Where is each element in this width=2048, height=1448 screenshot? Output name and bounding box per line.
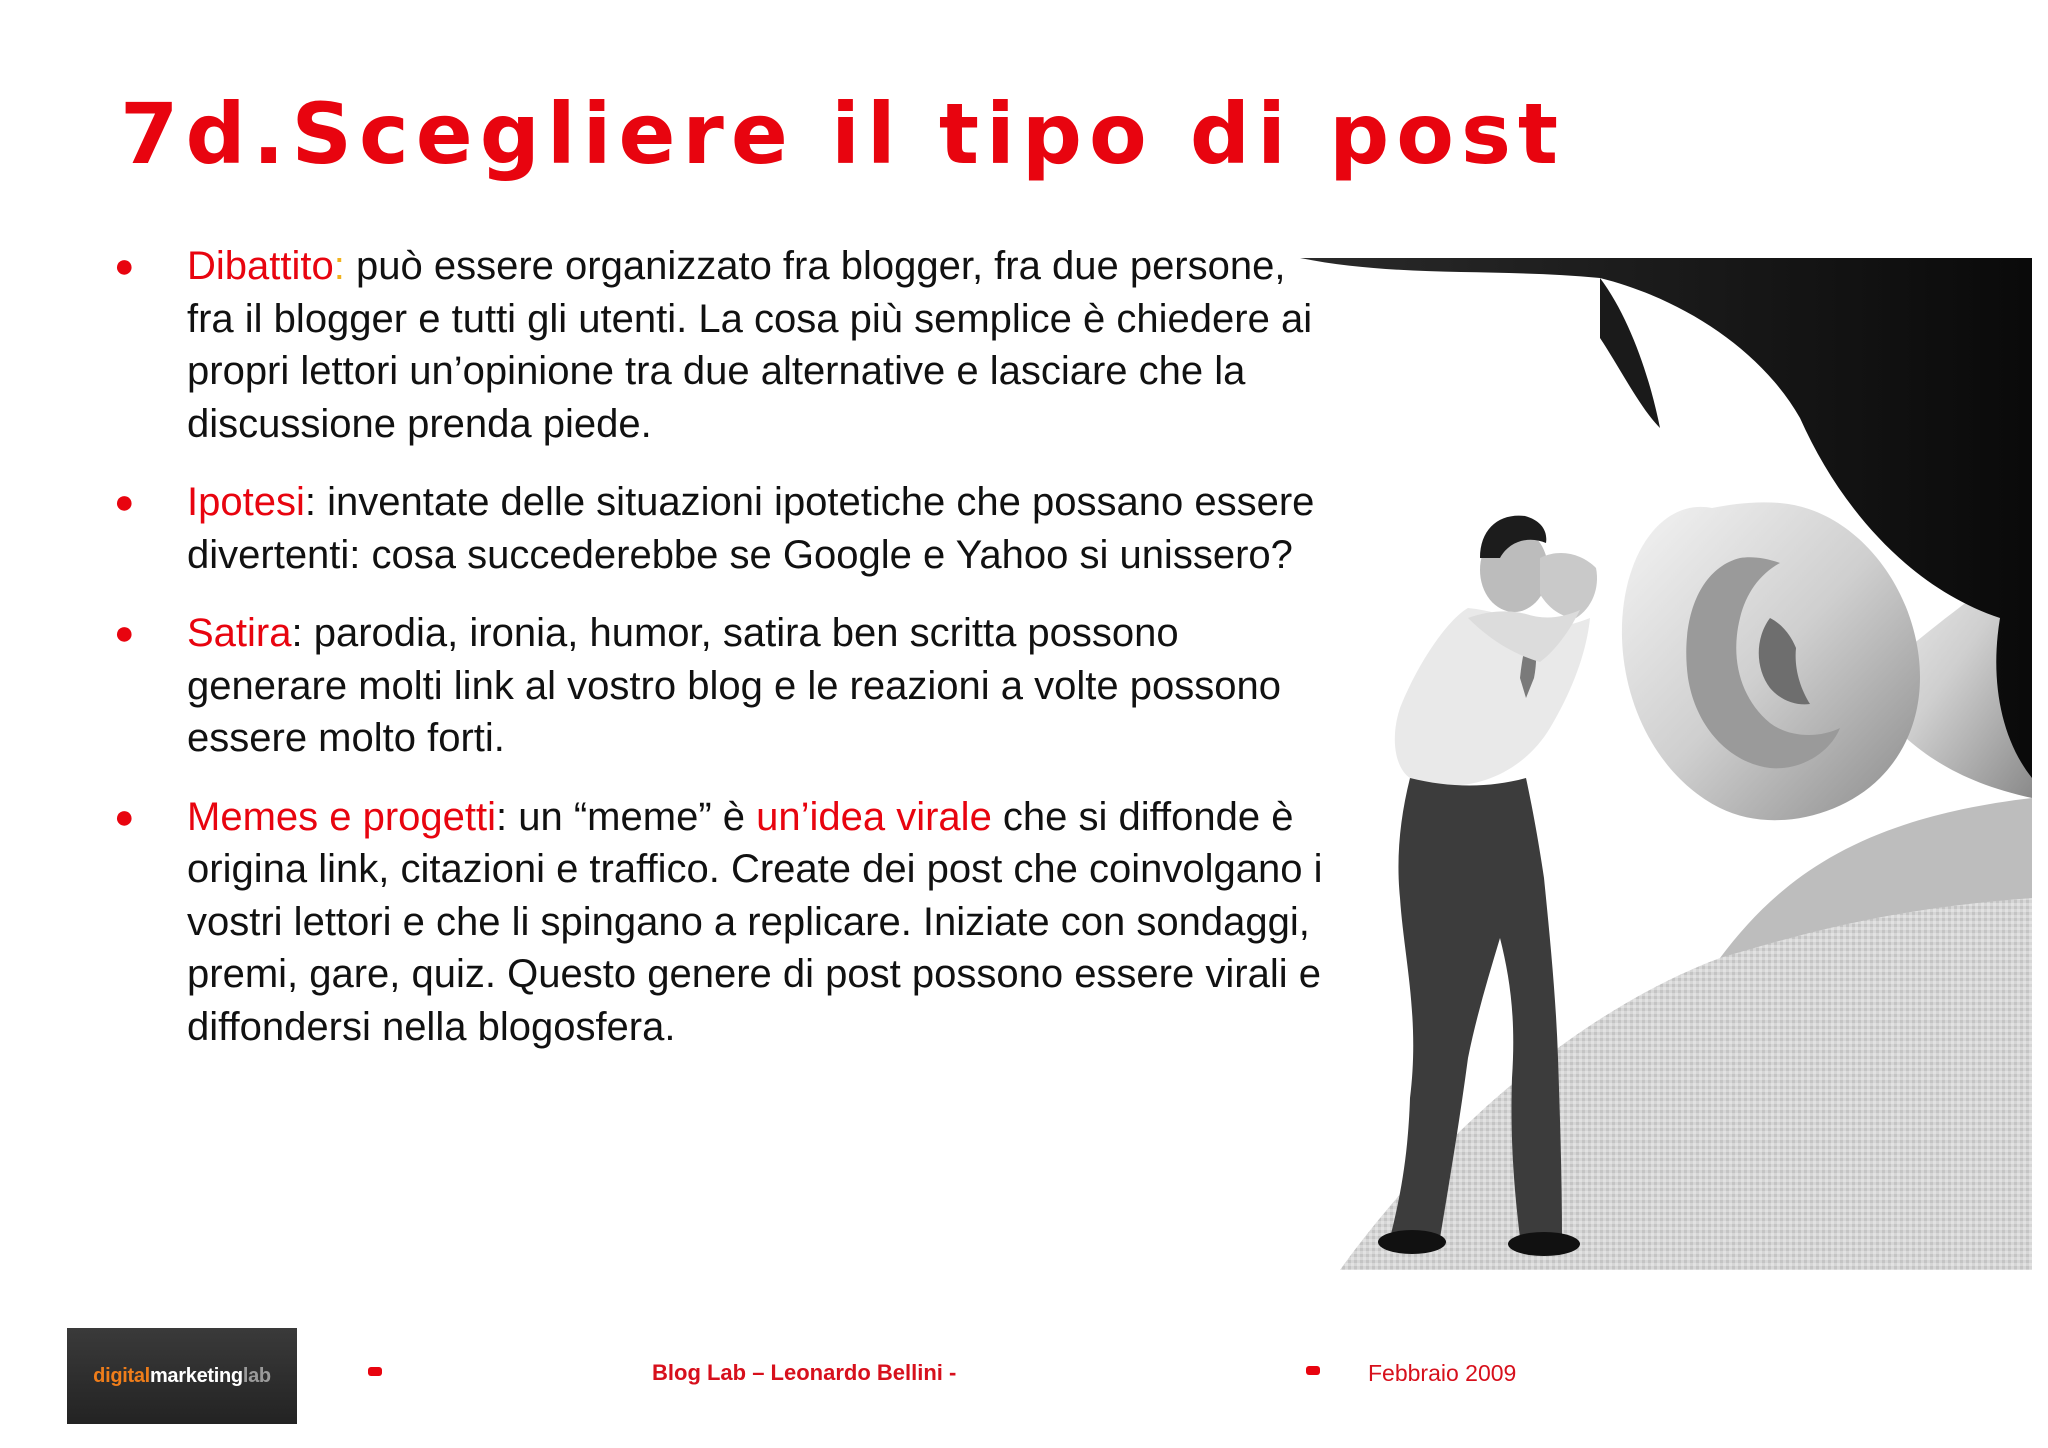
- whisper-photo: [1300, 258, 2032, 1270]
- bullet-term: Ipotesi: [187, 480, 305, 524]
- bullet-separator: :: [304, 480, 316, 524]
- bullet-separator: :: [333, 244, 345, 288]
- bullet-dot-icon: ●: [114, 797, 135, 836]
- bullet-term: Satira: [187, 611, 292, 655]
- digitalmarketinglab-logo: [67, 1328, 297, 1424]
- logo-part-digital: digital: [93, 1364, 150, 1387]
- footer-marker-icon: [1306, 1366, 1320, 1375]
- footer-marker-icon: [368, 1367, 382, 1376]
- logo-part-marketing: marketing: [149, 1364, 243, 1387]
- bullet-dot-icon: ●: [114, 247, 135, 285]
- logo-part-lab: lab: [242, 1364, 271, 1387]
- bullet-term: Dibattito: [187, 244, 334, 288]
- bullet-list: [110, 240, 1330, 1079]
- bullet-text: che si diffonde è origina link, citazioni e traffico. Create dei post che coinvolgano i vostri lettori e che li spingano a replicare. Iniziate con sondaggi, premi, gare, quiz. Questo genere di post possono essere virali e diffondersi nella blogosfera.: [187, 794, 1323, 1049]
- bullet-text: può essere organizzato fra blogger, fra due persone, fra il blogger e tutti gli utenti. La cosa più semplice è chiedere ai propri lettori un’opinione tra due alternative e lasciare che la discussione prenda piede.: [187, 244, 1313, 446]
- bullet-text: : un “meme” è: [496, 794, 757, 839]
- bullet-separator: :: [291, 611, 303, 655]
- bullet-highlight: un’idea virale: [756, 794, 992, 839]
- bullet-item-memes: [110, 791, 1330, 1054]
- bullet-dot-icon: ●: [114, 483, 135, 521]
- bullet-item-dibattito: [110, 240, 1330, 450]
- bullet-item-ipotesi: [110, 476, 1330, 581]
- bullet-term: Memes e progetti: [187, 794, 497, 839]
- bullet-dot-icon: ●: [114, 614, 135, 652]
- bullet-item-satira: [110, 607, 1330, 765]
- bullet-text: inventate delle situazioni ipotetiche che possano essere divertenti: cosa succederebbe se Google e Yahoo si unissero?: [187, 480, 1315, 577]
- footer-author: Blog Lab – Leonardo Bellini -: [652, 1360, 957, 1385]
- footer-date: Febbraio 2009: [1368, 1360, 1517, 1386]
- slide-title: 7d.Scegliere il tipo di post: [120, 85, 1566, 183]
- bullet-text: parodia, ironia, humor, satira ben scritta possono generare molti link al vostro blog e le reazioni a volte possono essere molto forti.: [187, 611, 1281, 760]
